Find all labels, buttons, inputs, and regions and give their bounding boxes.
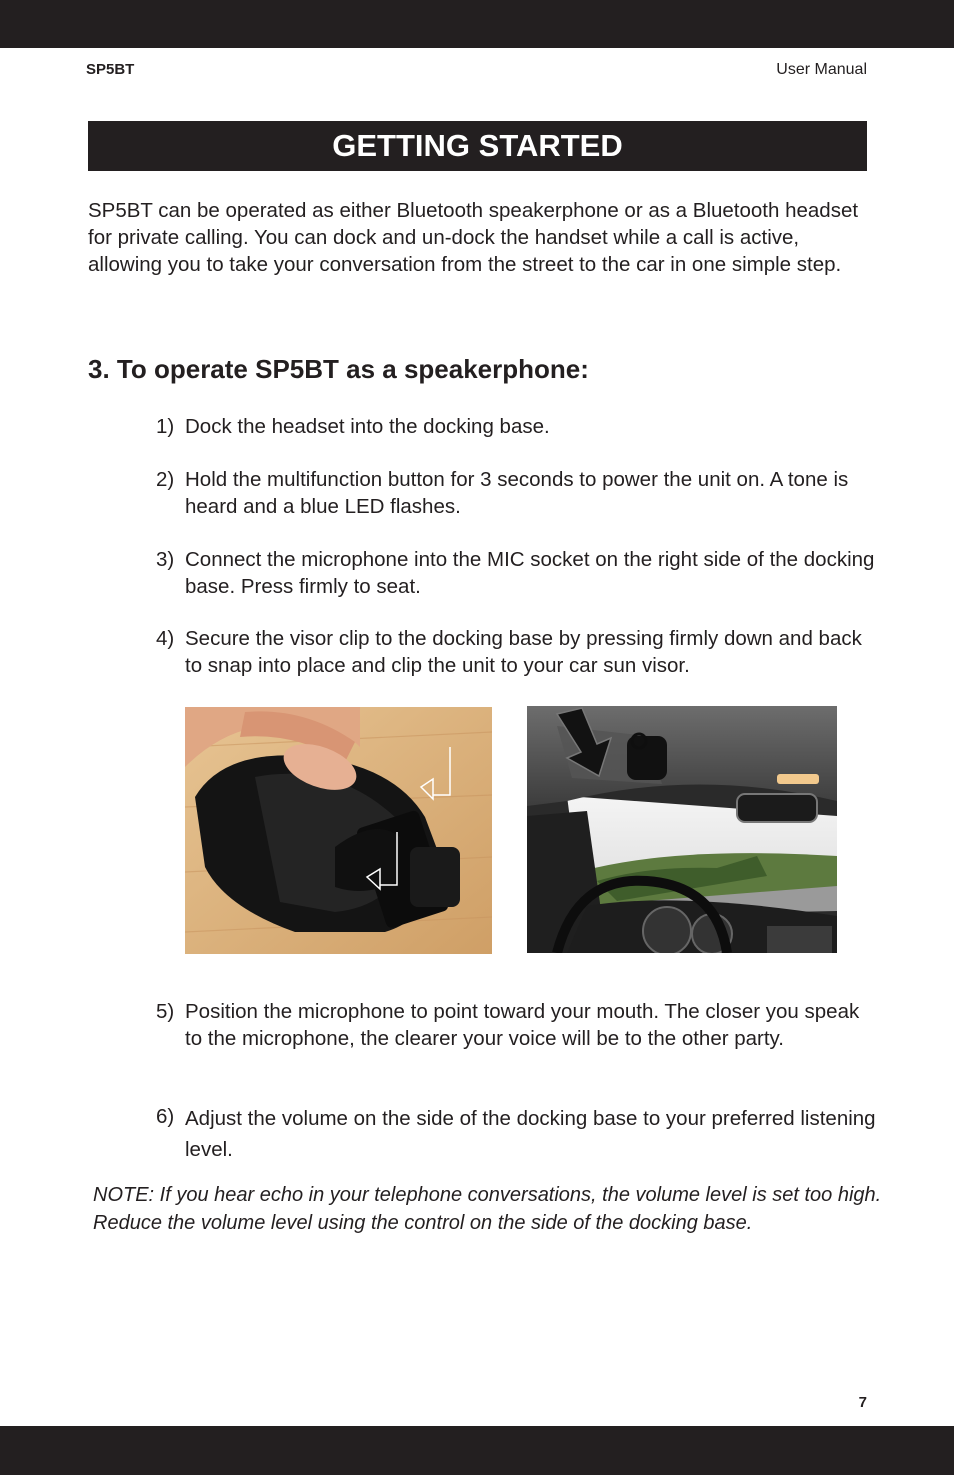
page-number: 7 xyxy=(858,1394,867,1411)
header-doc-type: User Manual xyxy=(776,61,867,78)
step-1 xyxy=(156,413,876,440)
step-text: Secure the visor clip to the docking base by pressing firmly down and back to snap into place and clip the unit to your car sun visor. xyxy=(185,627,862,677)
step-6 xyxy=(156,1103,876,1165)
step-text: Dock the headset into the docking base. xyxy=(185,415,550,438)
step-number: 4) xyxy=(156,627,175,650)
section-heading: 3. To operate SP5BT as a speakerphone: xyxy=(88,354,589,384)
top-bar xyxy=(0,0,954,48)
header-product-name: SP5BT xyxy=(86,61,135,78)
step-number: 6) xyxy=(156,1105,175,1128)
step-text: Adjust the volume on the side of the docking base to your preferred listening level. xyxy=(185,1107,876,1161)
note-paragraph: NOTE: If you hear echo in your telephone conversations, the volume level is set too high. Reduce the volume level using the control on the side of the docking base. xyxy=(93,1184,882,1234)
step-5 xyxy=(156,998,876,1052)
step-text: Connect the microphone into the MIC socket on the right side of the docking base. Press firmly to seat. xyxy=(185,548,875,598)
step-number: 3) xyxy=(156,548,175,571)
step-2 xyxy=(156,466,876,520)
step-text: Hold the multifunction button for 3 seconds to power the unit on. A tone is heard and a blue LED flashes. xyxy=(185,468,849,518)
photo-visor-clip-attach xyxy=(185,707,492,954)
step-number: 5) xyxy=(156,1000,175,1023)
section-title: GETTING STARTED xyxy=(88,121,867,171)
photo-car-sun-visor xyxy=(527,706,837,953)
step-number: 1) xyxy=(156,415,175,438)
step-3 xyxy=(156,546,876,600)
step-number: 2) xyxy=(156,468,175,491)
step-4 xyxy=(156,625,876,679)
step-text: Position the microphone to point toward your mouth. The closer you speak to the microphone, the clearer your voice will be to the other party. xyxy=(185,1000,860,1050)
intro-paragraph: SP5BT can be operated as either Bluetooth speakerphone or as a Bluetooth headset for private calling. You can dock and un-dock the handset while a call is active, allowing you to take your conversation from the street to the car in one simple step. xyxy=(88,199,859,276)
bottom-bar xyxy=(0,1426,954,1475)
